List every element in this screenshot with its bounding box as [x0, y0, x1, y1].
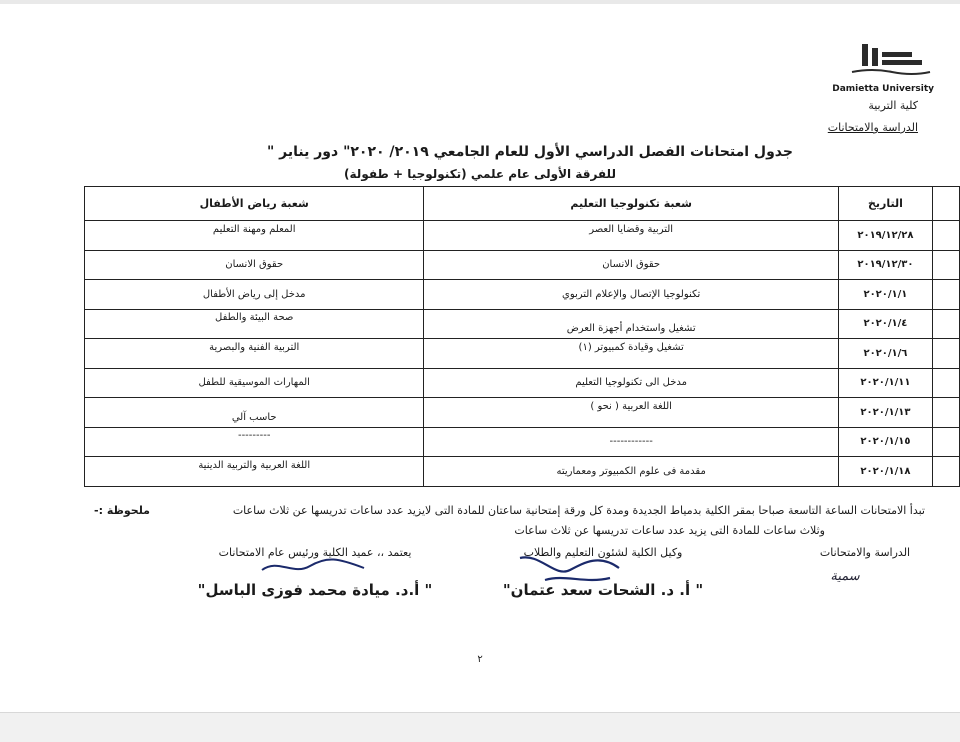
date-cell: ٢٠٢٠/١/١٣ [838, 398, 932, 428]
tech-cell [424, 427, 838, 457]
handwritten-signature-left [258, 552, 368, 580]
extra-cell [932, 250, 959, 280]
department-name: الدراسة والامتحانات [827, 121, 918, 134]
tech-subject: تشغيل وقيادة كمبيوتر (١) [578, 341, 684, 353]
tech-cell [424, 280, 838, 310]
kg-cell [85, 309, 424, 339]
signature-name: " أ. د. الشحات سعد عتمان" [502, 581, 704, 599]
date-cell: ٢٠٢٠/١/١٥ [838, 427, 932, 457]
kg-column-header: شعبة رياض الأطفال [85, 187, 424, 221]
date-cell: ٢٠٢٠/١/١٨ [838, 457, 932, 487]
kg-subject: المهارات الموسيقية للطفل [198, 377, 310, 389]
document-subtitle: للفرقة الأولى عام علمي (تكنولوجيا + طفولة) [344, 167, 616, 181]
kg-subject: صحة البيئة والطفل [215, 312, 294, 324]
kg-cell [85, 250, 424, 280]
tech-cell [424, 398, 838, 428]
tech-subject: مقدمة فى علوم الكمبيوتر ومعماريته [556, 465, 706, 477]
table-header-row [85, 187, 960, 221]
table-row [85, 398, 960, 428]
extra-cell [932, 457, 959, 487]
extra-cell [932, 221, 959, 251]
signature-exams-dept [795, 546, 935, 584]
university-name-en: Damietta University [832, 84, 934, 94]
tech-cell [424, 368, 838, 398]
kg-subject: مدخل إلى رياض الأطفال [202, 288, 306, 300]
page-bottom-edge [0, 712, 960, 742]
kg-cell [85, 427, 424, 457]
tech-column-header: شعبة تكنولوجيا التعليم [424, 187, 838, 221]
tech-subject: ------------ [609, 436, 653, 448]
table-row [85, 339, 960, 369]
table-row [85, 221, 960, 251]
tech-subject: التربية وقضايا العصر [589, 223, 674, 235]
kg-subject: اللغة العربية والتربية الدينية [198, 459, 311, 471]
handwritten-signature-mid [515, 548, 625, 588]
kg-cell [85, 339, 424, 369]
table-row [85, 309, 960, 339]
table-row [85, 427, 960, 457]
table-row [85, 368, 960, 398]
extra-cell [932, 339, 959, 369]
tech-subject: اللغة العربية ( نحو ) [590, 400, 672, 412]
tech-subject: تكنولوجيا الإتصال والإعلام التربوي [562, 288, 701, 300]
table-row [85, 457, 960, 487]
tech-cell [424, 221, 838, 251]
date-cell: ٢٠٢٠/١/٤ [838, 309, 932, 339]
signature-role: يعتمد ،، عميد الكلية ورئيس عام الامتحانات [218, 546, 412, 559]
tech-subject: مدخل الى تكنولوجيا التعليم [575, 377, 687, 389]
tech-subject: تشغيل واستخدام أجهزة العرض [566, 323, 696, 335]
page-number: ٢ [477, 654, 483, 665]
extra-column-header [932, 187, 959, 221]
kg-subject: المعلم ومهنة التعليم [212, 223, 296, 235]
kg-cell [85, 457, 424, 487]
extra-cell [932, 309, 959, 339]
signature-initials: سمية [830, 569, 860, 584]
signature-name: " أ.د. ميادة محمد فوزى الباسل" [197, 581, 433, 599]
signature-role: الدراسة والامتحانات [819, 546, 911, 559]
note-text-line-2: وثلاث ساعات للمادة التى يزيد عدد ساعات تدريسها عن ثلاث ساعات [514, 524, 825, 537]
signature-role: وكيل الكلية لشئون التعليم والطلاب [523, 546, 683, 559]
note-text-line-1: تبدأ الامتحانات الساعة التاسعة صباحا بمقر الكلية بدمياط الجديدة ومدة كل ورقة إمتحانية ساعتان للمادة التى لايزيد عدد ساعات تدريسها عن ثلاث ساعات [232, 504, 925, 517]
tech-subject: حقوق الانسان [602, 259, 661, 271]
faculty-name: كلية التربية [868, 99, 918, 112]
kg-cell [85, 368, 424, 398]
tech-cell [424, 457, 838, 487]
date-cell: ٢٠٢٠/١/١ [838, 280, 932, 310]
kg-subject: --------- [237, 430, 271, 442]
page-top-edge [0, 0, 960, 4]
tech-cell [424, 309, 838, 339]
tech-cell [424, 339, 838, 369]
extra-cell [932, 280, 959, 310]
note-label: ملحوظة :- [94, 504, 150, 517]
kg-cell [85, 398, 424, 428]
kg-subject: حاسب آلي [231, 411, 277, 423]
date-cell: ٢٠٢٠/١/١١ [838, 368, 932, 398]
date-cell: ٢٠١٩/١٢/٣٠ [838, 250, 932, 280]
date-column-header: التاريخ [838, 187, 932, 221]
extra-cell [932, 368, 959, 398]
kg-cell [85, 280, 424, 310]
document-title: جدول امتحانات الفصل الدراسي الأول للعام الجامعي ٢٠١٩/ ٢٠٢٠" دور يناير " [267, 144, 793, 160]
date-cell: ٢٠٢٠/١/٦ [838, 339, 932, 369]
table-row [85, 280, 960, 310]
extra-cell [932, 427, 959, 457]
kg-cell [85, 221, 424, 251]
tech-cell [424, 250, 838, 280]
kg-subject: حقوق الانسان [225, 259, 284, 271]
exam-schedule-table [84, 186, 960, 487]
extra-cell [932, 398, 959, 428]
kg-subject: التربية الفنية والبصرية [209, 341, 300, 353]
table-row [85, 250, 960, 280]
university-logo [832, 42, 932, 90]
date-cell: ٢٠١٩/١٢/٢٨ [838, 221, 932, 251]
